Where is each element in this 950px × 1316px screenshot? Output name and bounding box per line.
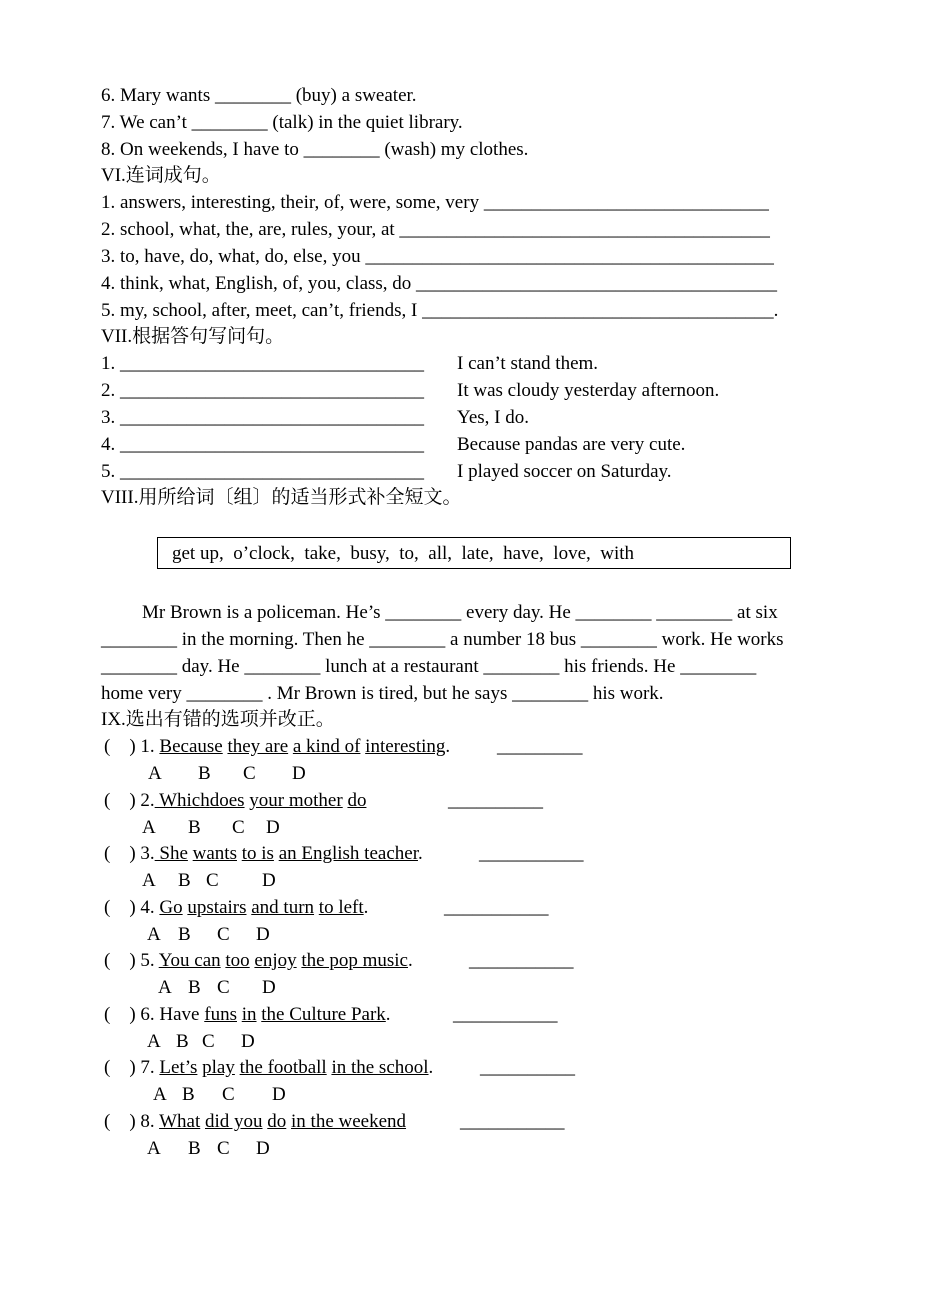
exercise-line: 3. to, have, do, what, do, else, you ___________________________________________: [101, 246, 774, 267]
answer-text: Yes, I do.: [457, 407, 529, 428]
option-letter: C: [217, 924, 230, 945]
option-letter: B: [188, 977, 201, 998]
exercise-line: 8. On weekends, I have to ________ (wash) my clothes.: [101, 139, 529, 160]
underlined-option: interesting: [365, 736, 446, 757]
underlined-option: Let’s: [159, 1057, 198, 1078]
answer-parentheses: ( ): [104, 843, 141, 864]
correction-blank: ___________: [460, 1111, 565, 1132]
section-heading: VI.连词成句。: [101, 165, 221, 186]
correction-blank: __________: [480, 1057, 575, 1078]
option-letter: D: [262, 977, 276, 998]
section-heading: VIII.用所给词〔组〕的适当形式补全短文。: [101, 487, 462, 508]
question-line: [104, 1054, 433, 1081]
option-letter: D: [256, 924, 270, 945]
underlined-option: the football: [239, 1057, 327, 1078]
underlined-option: funs: [204, 1004, 237, 1025]
option-letter: C: [206, 870, 219, 891]
underlined-option: an English teacher: [278, 843, 418, 864]
question-number: 8.: [140, 1111, 155, 1132]
word-bank-box: [157, 537, 791, 569]
option-letter: B: [188, 817, 201, 838]
passage-line: ________ in the morning. Then he ________ a number 18 bus ________ work. He works: [101, 629, 784, 650]
sentence-text: .: [385, 1004, 391, 1025]
question-blank: 1. ________________________________: [101, 353, 424, 374]
underlined-option: in: [241, 1004, 257, 1025]
underlined-option: too: [225, 950, 250, 971]
question-number: 5.: [140, 950, 155, 971]
underlined-option: does: [209, 790, 245, 811]
question-number: 3.: [140, 843, 155, 864]
underlined-option: do: [347, 790, 367, 811]
correction-blank: ___________: [469, 950, 574, 971]
correction-blank: ___________: [444, 897, 549, 918]
answer-parentheses: ( ): [104, 1057, 141, 1078]
underlined-option: enjoy: [254, 950, 297, 971]
option-letter: A: [142, 817, 156, 838]
option-letter: B: [176, 1031, 189, 1052]
option-letter: C: [243, 763, 256, 784]
answer-parentheses: ( ): [104, 1004, 141, 1025]
underlined-option: a kind of: [292, 736, 361, 757]
underlined-option: the Culture Park: [261, 1004, 386, 1025]
correction-blank: __________: [448, 790, 543, 811]
underlined-option: do: [267, 1111, 287, 1132]
underlined-option: did you: [204, 1111, 263, 1132]
passage-line: ________ day. He ________ lunch at a restaurant ________ his friends. He ________: [101, 656, 757, 677]
question-blank: 4. ________________________________: [101, 434, 424, 455]
option-letter: A: [147, 1031, 161, 1052]
underlined-option: and turn: [251, 897, 315, 918]
exercise-line: 6. Mary wants ________ (buy) a sweater.: [101, 85, 417, 106]
correction-blank: ___________: [479, 843, 584, 864]
cloze-passage: [101, 599, 846, 707]
word-bank: get up, o’clock, take, busy, to, all, late, have, love, with: [172, 543, 635, 564]
option-letter: A: [158, 977, 172, 998]
sentence-text: .: [417, 843, 423, 864]
option-letter: B: [188, 1138, 201, 1159]
correction-blank: ___________: [453, 1004, 558, 1025]
option-letter: C: [232, 817, 245, 838]
exercise-line: 2. school, what, the, are, rules, your, at _______________________________________: [101, 219, 770, 240]
sentence-text: .: [445, 736, 451, 757]
option-letter: C: [202, 1031, 215, 1052]
exercise-line: 7. We can’t ________ (talk) in the quiet library.: [101, 112, 463, 133]
option-letter: A: [148, 763, 162, 784]
option-letter: D: [292, 763, 306, 784]
question-line: [104, 840, 423, 867]
sentence-text: .: [363, 897, 369, 918]
section-heading: VII.根据答句写问句。: [101, 326, 285, 347]
question-blank: 5. ________________________________: [101, 461, 424, 482]
underlined-option: in the school: [331, 1057, 429, 1078]
passage-line: home very ________ . Mr Brown is tired, but he says ________ his work.: [101, 683, 664, 704]
option-letter: A: [142, 870, 156, 891]
option-letter: A: [147, 1138, 161, 1159]
option-letter: D: [262, 870, 276, 891]
underlined-option: in the weekend: [291, 1111, 407, 1132]
question-line: [104, 1108, 406, 1135]
option-letter: D: [266, 817, 280, 838]
underlined-option: She: [154, 843, 188, 864]
option-letter: A: [147, 924, 161, 945]
underlined-option: Go: [159, 897, 183, 918]
sentence-text: Have: [154, 1004, 205, 1025]
option-letter: B: [178, 870, 191, 891]
answer-parentheses: ( ): [104, 1111, 141, 1132]
option-letter: B: [178, 924, 191, 945]
underlined-option: play: [202, 1057, 235, 1078]
option-letter: C: [222, 1084, 235, 1105]
answer-parentheses: ( ): [104, 950, 141, 971]
question-line: [104, 947, 413, 974]
option-letter: D: [272, 1084, 286, 1105]
underlined-option: the pop music: [301, 950, 408, 971]
underlined-option: What: [159, 1111, 201, 1132]
underlined-option: Which: [154, 790, 210, 811]
option-letter: B: [182, 1084, 195, 1105]
exercise-line: 5. my, school, after, meet, can’t, friends, I _____________________________________.: [101, 300, 779, 321]
question-number: 1.: [140, 736, 155, 757]
answer-parentheses: ( ): [104, 790, 141, 811]
option-letter: C: [217, 977, 230, 998]
answer-parentheses: ( ): [104, 897, 141, 918]
option-letter: D: [256, 1138, 270, 1159]
underlined-option: to is: [241, 843, 274, 864]
underlined-option: upstairs: [187, 897, 247, 918]
question-line: [104, 787, 366, 814]
question-number: 7.: [140, 1057, 155, 1078]
question-line: [104, 894, 368, 921]
question-number: 4.: [140, 897, 155, 918]
question-number: 6.: [140, 1004, 155, 1025]
answer-text: It was cloudy yesterday afternoon.: [457, 380, 720, 401]
exercise-line: 4. think, what, English, of, you, class, do ______________________________________: [101, 273, 778, 294]
section-heading: IX.选出有错的选项并改正。: [101, 709, 335, 730]
exercise-line: 1. answers, interesting, their, of, were, some, very ______________________________: [101, 192, 769, 213]
passage-line: Mr Brown is a policeman. He’s ________ every day. He ________ ________ at six: [142, 602, 778, 623]
underlined-option: they are: [227, 736, 289, 757]
question-number: 2.: [140, 790, 155, 811]
option-letter: B: [198, 763, 211, 784]
underlined-option: your mother: [249, 790, 343, 811]
underlined-option: wants: [192, 843, 237, 864]
answer-text: Because pandas are very cute.: [457, 434, 686, 455]
sentence-text: .: [428, 1057, 434, 1078]
question-blank: 2. ________________________________: [101, 380, 424, 401]
answer-text: I can’t stand them.: [457, 353, 599, 374]
answer-text: I played soccer on Saturday.: [457, 461, 672, 482]
underlined-option: You can: [158, 950, 221, 971]
option-letter: D: [241, 1031, 255, 1052]
underlined-option: to left: [318, 897, 364, 918]
answer-parentheses: ( ): [104, 736, 141, 757]
sentence-text: .: [408, 950, 413, 971]
correction-blank: _________: [497, 736, 583, 757]
underlined-option: Because: [159, 736, 223, 757]
question-line: [104, 733, 450, 760]
question-line: [104, 1001, 391, 1028]
question-blank: 3. ________________________________: [101, 407, 424, 428]
option-letter: C: [217, 1138, 230, 1159]
option-letter: A: [153, 1084, 167, 1105]
